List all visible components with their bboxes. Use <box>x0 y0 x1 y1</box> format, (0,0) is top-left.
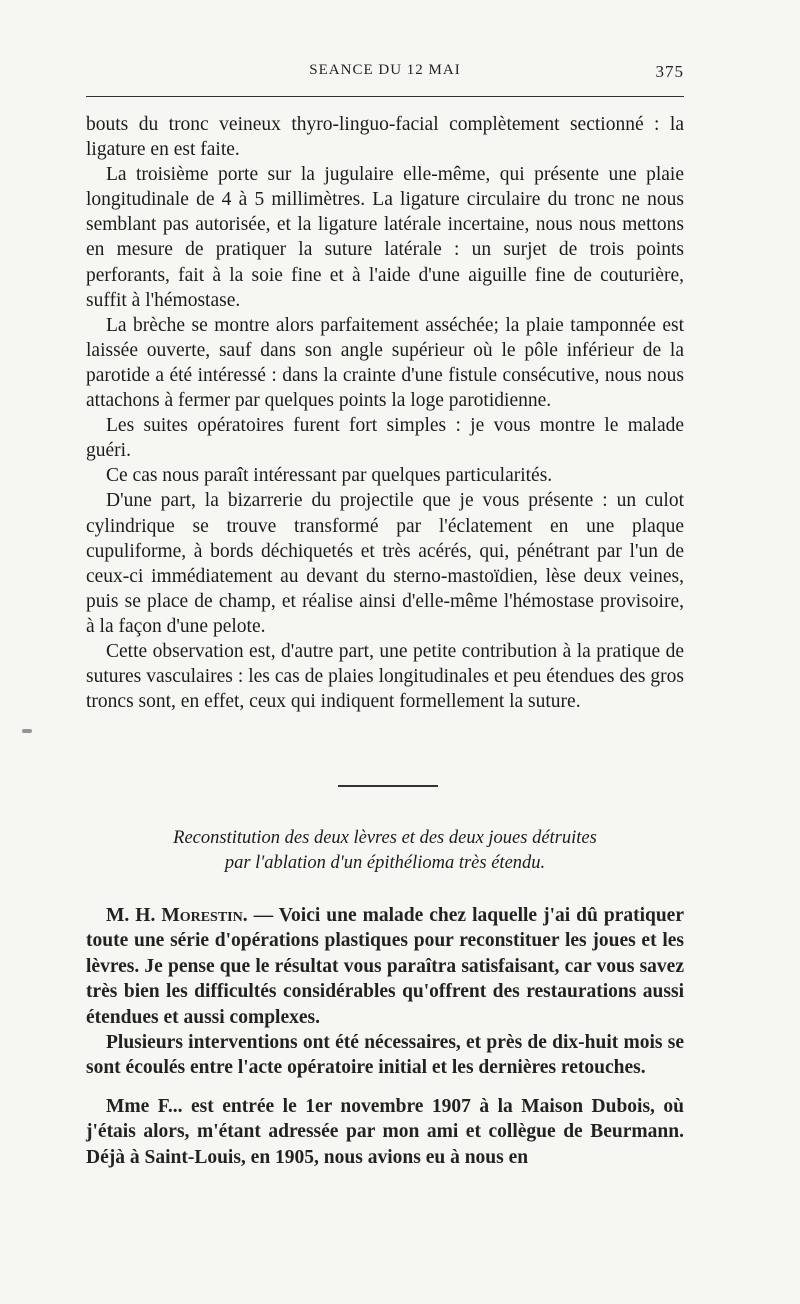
section-text <box>86 903 684 1170</box>
scan-speck <box>22 729 32 733</box>
page-number: 375 <box>655 62 684 81</box>
running-header <box>86 58 684 88</box>
section-separator <box>338 785 438 787</box>
header-rule <box>86 96 684 97</box>
paragraph: bouts du tronc veineux thyro-linguo-facial complètement sectionné : la ligature en est faite. <box>86 114 684 161</box>
paragraph: Plusieurs interventions ont été nécessaires, et près de dix-huit mois se sont écoulés entre l'acte opératoire initial et les dernières retouches. <box>86 1032 684 1079</box>
main-text <box>86 112 684 714</box>
speaker-prefix: M. H. <box>106 905 162 926</box>
paragraph: Mme F... est entrée le 1er novembre 1907 à la Maison Dubois, où j'étais alors, m'étant adressée par mon ami et collègue de Beurmann. Déjà à Saint-Louis, en 1905, nous avions eu à nous en <box>86 1095 684 1168</box>
paragraph: La brèche se montre alors parfaitement asséchée; la plaie tamponnée est laissée ouverte, sauf dans son angle supérieur où le pôle inférieur de la parotide a été intéressé : dans la crainte d'une fistule consécutive, nous nous attachons à fermer par quelques points la loge parotidienne. <box>86 314 684 412</box>
paragraph: La troisième porte sur la jugulaire elle-même, qui présente une plaie longitudinale de 4 à 5 millimètres. La ligature circulaire du tronc ne nous semblant pas autorisée, et la ligature latérale incertaine, nous nous mettons en mesure de pratiquer la suture latérale : un surjet de trois points perforants, fait à la soie fine et à l'aide d'une aiguille fine de couturière, suffit à l'hémostase. <box>86 164 684 311</box>
paragraph: Ce cas nous paraît intéressant par quelques particularités. <box>106 465 553 487</box>
paragraph: Les suites opératoires furent fort simples : je vous montre le malade guéri. <box>86 415 684 462</box>
speaker-text: — Voici une malade chez laquelle j'ai dû pratiquer toute une série d'opérations plastiques pour reconstituer les joues et les lèvres. Je pense que le résultat vous paraîtra satisfaisant, car vous savez très bien les difficultés considérables qu'offrent des restaurations aussi étendues et aussi complexes. <box>86 905 684 1028</box>
section-heading <box>86 826 684 876</box>
paragraph: Cette observation est, d'autre part, une petite contribution à la pratique de sutures vasculaires : les cas de plaies longitudinales et peu étendues des gros troncs sont, en effet, ceux qui indiquent formellement la suture. <box>86 640 684 713</box>
running-title: SEANCE DU 12 MAI <box>309 62 461 78</box>
paragraph <box>86 903 684 1030</box>
section-heading-line: par l'ablation d'un épithélioma très étendu. <box>224 853 546 873</box>
section-heading-line: Reconstitution des deux lèvres et des deux joues détruites <box>173 828 597 848</box>
speaker-name: Morestin. <box>161 905 248 926</box>
paragraph: D'une part, la bizarrerie du projectile que je vous présente : un culot cylindrique se trouve transformé par l'éclatement en une plaque cupuliforme, à bords déchiquetés et très acérés, qui, pénétrant par l'un de ceux-ci immédiatement au devant du sterno-mastoïdien, lèse deux veines, puis se place de champ, et réalise ainsi d'elle-même l'hémostase provisoire, à la façon d'une pelote. <box>86 490 684 637</box>
